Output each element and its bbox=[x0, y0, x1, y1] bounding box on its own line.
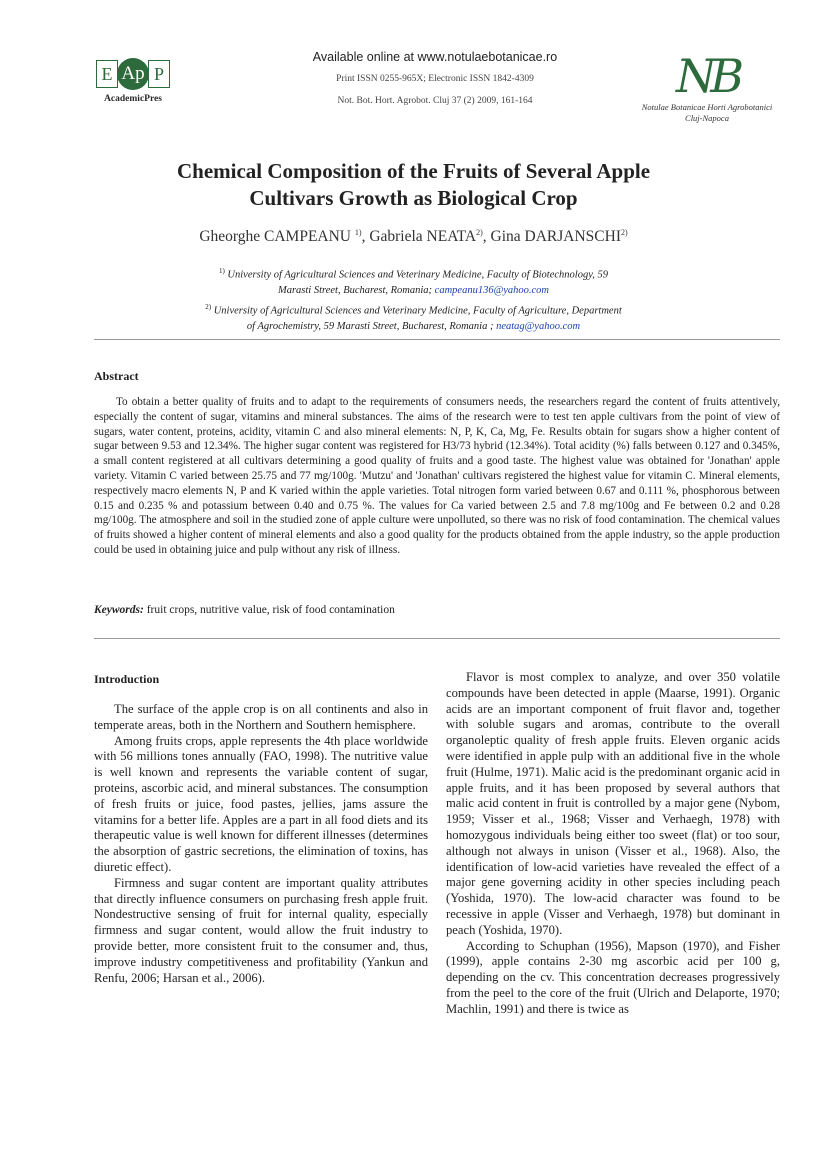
author-sup: 1) bbox=[354, 228, 362, 237]
publisher-logo bbox=[92, 58, 174, 104]
author-list: Gheorghe CAMPEANU $^{1)}$, Gabriela NEATA$^{2)}$, Gina DARJANSCHI$^{2)}$ bbox=[199, 228, 628, 246]
publisher-name: AcademicPres bbox=[104, 94, 162, 104]
introduction-heading: Introduction bbox=[94, 672, 160, 686]
author-name: Gheorghe CAMPEANU bbox=[199, 228, 352, 246]
email-link[interactable]: campeanu136@yahoo.com bbox=[434, 284, 550, 296]
email-link[interactable]: neatag@yahoo.com bbox=[496, 320, 581, 332]
issn: Print ISSN 0255-965X; Electronic ISSN 1842-4309 bbox=[336, 74, 534, 84]
author-sup: 2) bbox=[621, 228, 628, 237]
journal-name: Notulae Botanicae Horti Agrobotanici bbox=[641, 102, 773, 112]
abstract-heading: Abstract bbox=[94, 369, 139, 383]
paragraph: According to Schuphan (1956), Mapson (1970), and Fisher (1999), apple contains 2-30 mg ascorbic acid per 100 g, depending on the cv. This concentration decreases progressively from the peel to the core of the fruit (Ulrich and Delaporte, 1970; Machlin, 1991) and there is twice as bbox=[446, 938, 780, 1016]
keywords bbox=[94, 604, 780, 616]
affiliation-2: $^{2)}$ University of Agricultural Sciences and Veterinary Medicine, Faculty of Agriculture, Department of Agrochemistry, 59 Marasti Street, Bucharest, Romania ; neatag@yahoo.com bbox=[205, 303, 622, 332]
author-sup: 2) bbox=[476, 228, 483, 237]
journal-header bbox=[250, 50, 620, 106]
available-online: Available online at www.notulaebotanicae.ro bbox=[312, 50, 558, 64]
paragraph: Among fruits crops, apple represents the 4th place worldwide with 56 millions tones annually (FAO, 1998). The nutritive value is well known and represents the variable content of sugar, proteins, ascorbic acid, and mineral substances. The consumption of fresh fruits or juice, food pastes, jellies, jams assure the vitamins for a better life. Apples are a part in all food diets and its therapeutic value is well known for different illnesses (determines the absorption of gastric secretions, the elimination of toxins, has diuretic effect). bbox=[94, 733, 428, 874]
keywords-text: fruit crops, nutritive value, risk of food contamination bbox=[143, 604, 395, 616]
divider bbox=[94, 339, 780, 340]
divider bbox=[94, 638, 780, 639]
paragraph: The surface of the apple crop is on all continents and also in temperate areas, both in the Northern and Southern hemisphere. bbox=[94, 702, 428, 732]
paragraph: Flavor is most complex to analyze, and over 350 volatile compounds have been detected in apple (Maarse, 1991). Organic acids are an important component of fruit flavor and, together with soluble sugars and aromas, contribute to the overall organoleptic quality of fresh apple fruits. Eleven organic acids were identified in apple pulp with an additional five in the whole fruit (Hulme, 1971). Malic acid is the predominant organic acid in apple fruits, and it has been proposed by several authors that malic acid content in fruit is controlled by a major gene (Nybom, 1959; Visser et al., 1968; Visser and Verhaegh, 1978) with homozygous individuals being either too sweet (flat) or too sour, although not always in unison (Visser et al., 1968). Also, the identification of low-acid varieties have revealed the effect of a major gene governing acidity in other species including peach (Yoshida, 1970). The low-acid character was found to be recessive in apple (Visser and Verhaegh, 1978) but dominant in peach (Yoshida, 1970). bbox=[446, 670, 780, 937]
nb-logo-icon: NB bbox=[675, 49, 739, 103]
abstract-text: To obtain a better quality of fruits and to adapt to the requirements of consumers needs, the researchers regard the content of fruits attentively, especially the content of sugar, vitamins and mineral substances. The aims of the research were to test ten apple cultivars from the point of view of sugars, water content, proteins, acidity, vitamin C and also mineral elements: N, P, K, Ca, Mg, Fe. Results obtain for sugars show a higher content of sugar between 9.53 and 12.34%. The higher sugar content was registered for H3/73 hybrid (12.34%). Total acidity (%) falls between 0.127 and 0.345%, a small content registered at all cultivars determining a good quality of fruits and a good taste. The highest value was obtained for 'Jonathan' apple variety. Vitamin C varied between 25.75 and 77 mg/100g. 'Mutzu' and 'Jonathan' cultivars registered the highest value for vitamin C. Mineral elements, respectively macro elements N, P and K varied within the apple varieties. Total nitrogen form varied between 0.67 and 0.111 %, phosphorous between 0.15 and 0.235 % and potassium between 0.40 and 0.75 %. The values for Ca varied between 2.5 and 7.8 mg/100g and Fe between 0.2 and 0.28 mg/100g. The atmosphere and soil in the studied zone of apple culture were unpolluted, so there was no risk of food contamination. The chemical values of fruits showed a higher content of mineral elements and also a good quality for the products obtained from the apple industry, so the apple production could be used in obtaining juice and pulp without any risk of illness. bbox=[94, 396, 780, 556]
keywords-label: Keywords: bbox=[94, 604, 144, 616]
title-line-1: Chemical Composition of the Fruits of Several Apple bbox=[176, 159, 651, 183]
author-name: Gina DARJANSCHI bbox=[490, 228, 621, 246]
ap-logo-icon: E Ap P bbox=[92, 58, 174, 90]
paragraph: Firmness and sugar content are important quality attributes that directly influence consumers on purchasing fresh apple fruit. Nondestructive sensing of fruit for internal quality, especially firmness and sugar content, would allow the fruit industry to provide better, more consistent fruit to the consumer and, thus, improve industry competitiveness and profitability (Yankun and Renfu, 2006; Harsan et al., 2006). bbox=[94, 875, 428, 985]
affiliation-1: $^{1)}$ University of Agricultural Sciences and Veterinary Medicine, Faculty of Biotechnology, 59 Marasti Street, Bucharest, Romania; campeanu136@yahoo.com bbox=[218, 267, 609, 296]
right-column bbox=[446, 670, 780, 1018]
left-column bbox=[94, 702, 428, 986]
journal-logo bbox=[632, 50, 782, 124]
journal-city: Cluj-Napoca bbox=[685, 113, 729, 123]
paper-title bbox=[150, 158, 677, 212]
citation: Not. Bot. Hort. Agrobot. Cluj 37 (2) 2009, 161-164 bbox=[337, 96, 533, 106]
author-name: Gabriela NEATA bbox=[369, 228, 477, 246]
title-line-2: Cultivars Growth as Biological Crop bbox=[249, 186, 578, 210]
